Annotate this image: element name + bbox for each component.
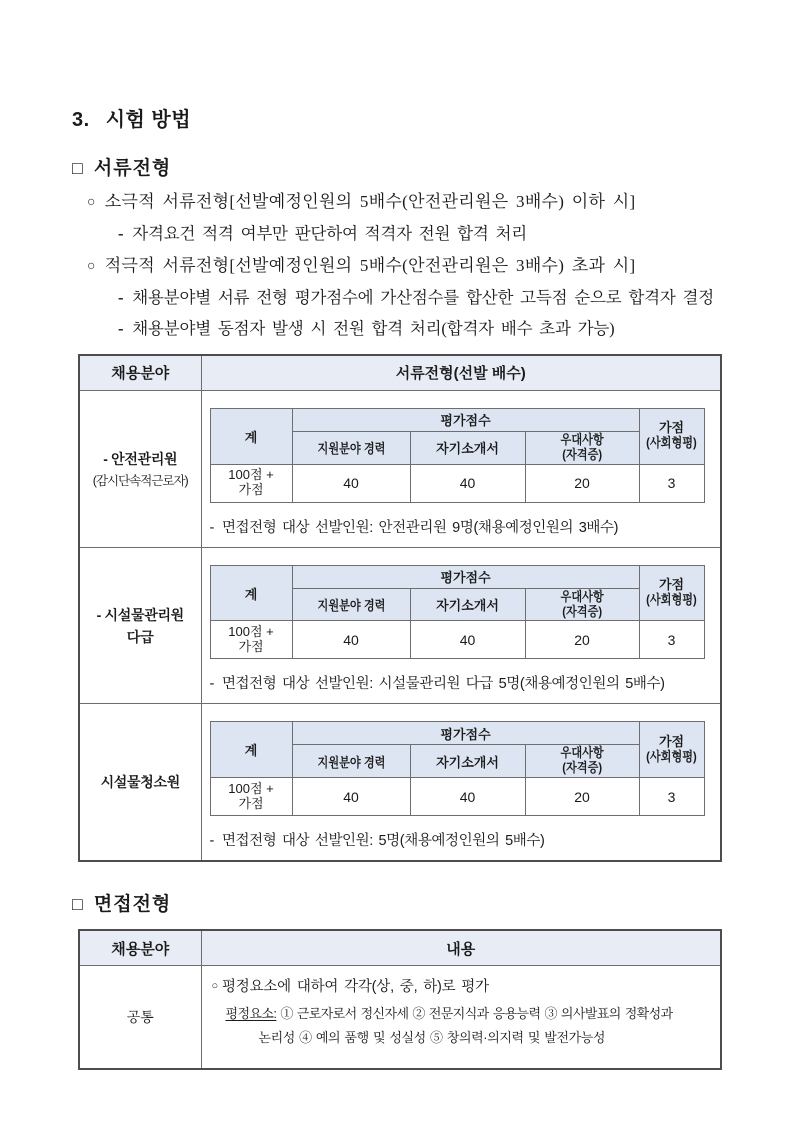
- category-name: - 시설물관리원: [96, 606, 184, 623]
- score-table-header-row: [210, 408, 704, 431]
- interview-target-note: [210, 829, 721, 850]
- header-category: 채용분야: [79, 930, 201, 965]
- screening-table: [78, 354, 722, 862]
- dash-bullet-icon: -: [209, 676, 214, 693]
- table-row-facility-cleaner: [79, 704, 721, 861]
- bullet-passive-screening: [72, 191, 732, 214]
- header-screening: 서류전형(선발 배수): [201, 355, 721, 390]
- interview-target-note: [210, 672, 721, 693]
- score-cover-letter: 40: [410, 621, 525, 659]
- dash-bullet-icon: -: [118, 288, 124, 308]
- header-preference-line2: (자격증): [562, 446, 602, 462]
- criteria-text: ① 근로자로서 정신자세 ② 전문지식과 응용능력 ③ 의사발표의 정확성과: [276, 1005, 673, 1021]
- score-bonus: 3: [639, 621, 704, 659]
- table-row-facility-manager: [79, 547, 721, 704]
- total-line1: 100점 +: [228, 467, 274, 483]
- sub-bullet: [72, 318, 732, 339]
- header-preference-line2: (자격증): [562, 760, 602, 776]
- score-preference: 20: [525, 621, 639, 659]
- evaluation-criteria-line2: 논리성 ④ 예의 품행 및 성실성 ⑤ 창의력·의지력 및 발전가능성: [258, 1029, 606, 1045]
- table-row-safety-manager: [79, 390, 721, 547]
- total-line2: 가점: [238, 795, 264, 811]
- header-category: 채용분야: [79, 355, 201, 390]
- category-name: 시설물청소원: [100, 774, 180, 791]
- header-cover-letter: 자기소개서: [410, 745, 525, 778]
- header-preference: [525, 588, 639, 621]
- category-name: - 안전관리원: [103, 450, 178, 467]
- total-line1: 100점 +: [228, 780, 274, 796]
- bullet-text: 적극적 서류전형[선발예정인원의 5배수(안전관리원은 3배수) 초과 시]: [104, 256, 636, 276]
- score-data-row: [210, 464, 704, 502]
- header-total: 계: [210, 408, 292, 464]
- score-cover-letter: 40: [410, 778, 525, 816]
- table-row-common: [79, 965, 721, 1069]
- category-grade: 다급: [126, 628, 154, 645]
- interview-target-note: [210, 516, 721, 537]
- score-experience: 40: [292, 621, 410, 659]
- total-line2: 가점: [238, 638, 264, 654]
- interview-table: [78, 929, 722, 1070]
- header-bonus-line2: (사회형평): [646, 592, 697, 607]
- score-table-header-row: [210, 565, 704, 588]
- section-heading-label: 서류전형: [93, 158, 172, 179]
- header-evaluation: 평가점수: [292, 565, 639, 588]
- header-bonus: [639, 565, 704, 621]
- header-cover-letter: 자기소개서: [410, 431, 525, 464]
- screening-detail-cell: [201, 704, 721, 861]
- title-number: 3.: [72, 109, 90, 131]
- circle-bullet-icon: ○: [87, 195, 96, 210]
- score-table-header-row: [210, 722, 704, 745]
- section-heading-interview: [72, 889, 732, 916]
- sub-bullet-text: 채용분야별 서류 전형 평가점수에 가산점수를 합산한 고득점 순으로 합격자 결정: [132, 288, 715, 308]
- total-line1: 100점 +: [228, 624, 274, 639]
- header-experience: 지원분야 경력: [292, 588, 410, 621]
- header-preference-line1: 우대사항: [560, 745, 604, 761]
- title-text: 시험 방법: [105, 109, 192, 131]
- header-bonus-line1: 가점: [658, 420, 685, 436]
- note-text: 면접전형 대상 선발인원: 안전관리원 9명(채용예정인원의 3배수): [221, 519, 619, 536]
- dash-bullet-icon: -: [118, 223, 124, 243]
- header-preference: [525, 745, 639, 778]
- bullet-active-screening: [72, 255, 732, 278]
- header-preference-line1: 우대사항: [560, 431, 604, 447]
- note-text: 면접전형 대상 선발인원: 5명(채용예정인원의 5배수): [221, 833, 545, 850]
- dash-bullet-icon: -: [209, 833, 214, 850]
- score-cover-letter: 40: [410, 464, 525, 502]
- section-heading-label: 면접전형: [93, 894, 172, 916]
- header-total: 계: [210, 565, 292, 621]
- score-table: [210, 721, 705, 816]
- score-data-row: [210, 778, 704, 816]
- header-bonus-line2: (사회형평): [646, 748, 697, 764]
- evaluation-criteria-line1: [212, 1003, 713, 1022]
- score-experience: 40: [292, 778, 410, 816]
- interview-content-cell: [201, 965, 721, 1069]
- checkbox-icon: □: [72, 894, 84, 915]
- category-cell: [79, 704, 201, 861]
- header-bonus-line1: 가점: [658, 577, 685, 593]
- score-bonus: 3: [639, 778, 704, 816]
- dash-bullet-icon: -: [209, 519, 214, 536]
- category-cell: 공통: [79, 965, 201, 1069]
- score-table: [210, 565, 705, 660]
- header-experience: 지원분야 경력: [292, 431, 410, 464]
- criteria-label: 평정요소:: [225, 1005, 277, 1021]
- header-preference-line2: (자격증): [562, 603, 602, 619]
- category-cell: [79, 390, 201, 547]
- category-cell: [79, 547, 201, 704]
- score-experience: 40: [292, 464, 410, 502]
- score-preference: 20: [525, 778, 639, 816]
- header-bonus: [639, 408, 704, 464]
- total-cell: [210, 778, 292, 816]
- page-content: [72, 103, 732, 1070]
- interview-table-header-row: [79, 930, 721, 965]
- bullet-text: 소극적 서류전형[선발예정인원의 5배수(안전관리원은 3배수) 이하 시]: [104, 192, 636, 211]
- header-preference-line1: 우대사항: [560, 588, 604, 604]
- note-text: 면접전형 대상 선발인원: 시설물관리원 다급 5명(채용예정인원의 5배수): [221, 676, 665, 693]
- sub-bullet-text: 채용분야별 동점자 발생 시 전원 합격 처리(합격자 배수 초과 가능): [132, 318, 615, 338]
- score-preference: 20: [525, 464, 639, 502]
- page-title: [72, 103, 732, 132]
- header-evaluation: 평가점수: [292, 408, 639, 431]
- score-data-row: [210, 621, 704, 659]
- total-cell: [210, 621, 292, 659]
- screening-detail-cell: [201, 547, 721, 704]
- sub-bullet-text: 자격요건 적격 여부만 판단하여 적격자 전원 합격 처리: [132, 223, 528, 243]
- total-line2: 가점: [238, 482, 264, 498]
- header-experience: 지원분야 경력: [292, 745, 410, 778]
- evaluation-method-text: 평정요소에 대하여 각각(상, 중, 하)로 평가: [221, 978, 489, 995]
- checkbox-icon: □: [72, 158, 84, 178]
- header-content: 내용: [201, 930, 721, 965]
- header-evaluation: 평가점수: [292, 722, 639, 745]
- total-cell: [210, 464, 292, 502]
- header-cover-letter: 자기소개서: [410, 588, 525, 621]
- screening-table-header-row: [79, 355, 721, 390]
- score-bonus: 3: [639, 464, 704, 502]
- sub-bullet: [72, 223, 732, 244]
- circle-bullet-icon: ○: [211, 979, 218, 992]
- circle-bullet-icon: ○: [87, 259, 96, 275]
- score-table: [210, 408, 705, 503]
- header-preference: [525, 431, 639, 464]
- evaluation-method-line: [212, 975, 713, 996]
- header-bonus-line1: 가점: [658, 733, 685, 749]
- dash-bullet-icon: -: [118, 318, 124, 338]
- category-subtext: (감시단속적근로자): [92, 473, 188, 488]
- header-total: 계: [210, 722, 292, 778]
- screening-detail-cell: [201, 390, 721, 547]
- sub-bullet: [72, 287, 732, 308]
- header-bonus-line2: (사회형평): [646, 435, 697, 451]
- header-bonus: [639, 722, 704, 778]
- section-heading-document-screening: [72, 153, 732, 180]
